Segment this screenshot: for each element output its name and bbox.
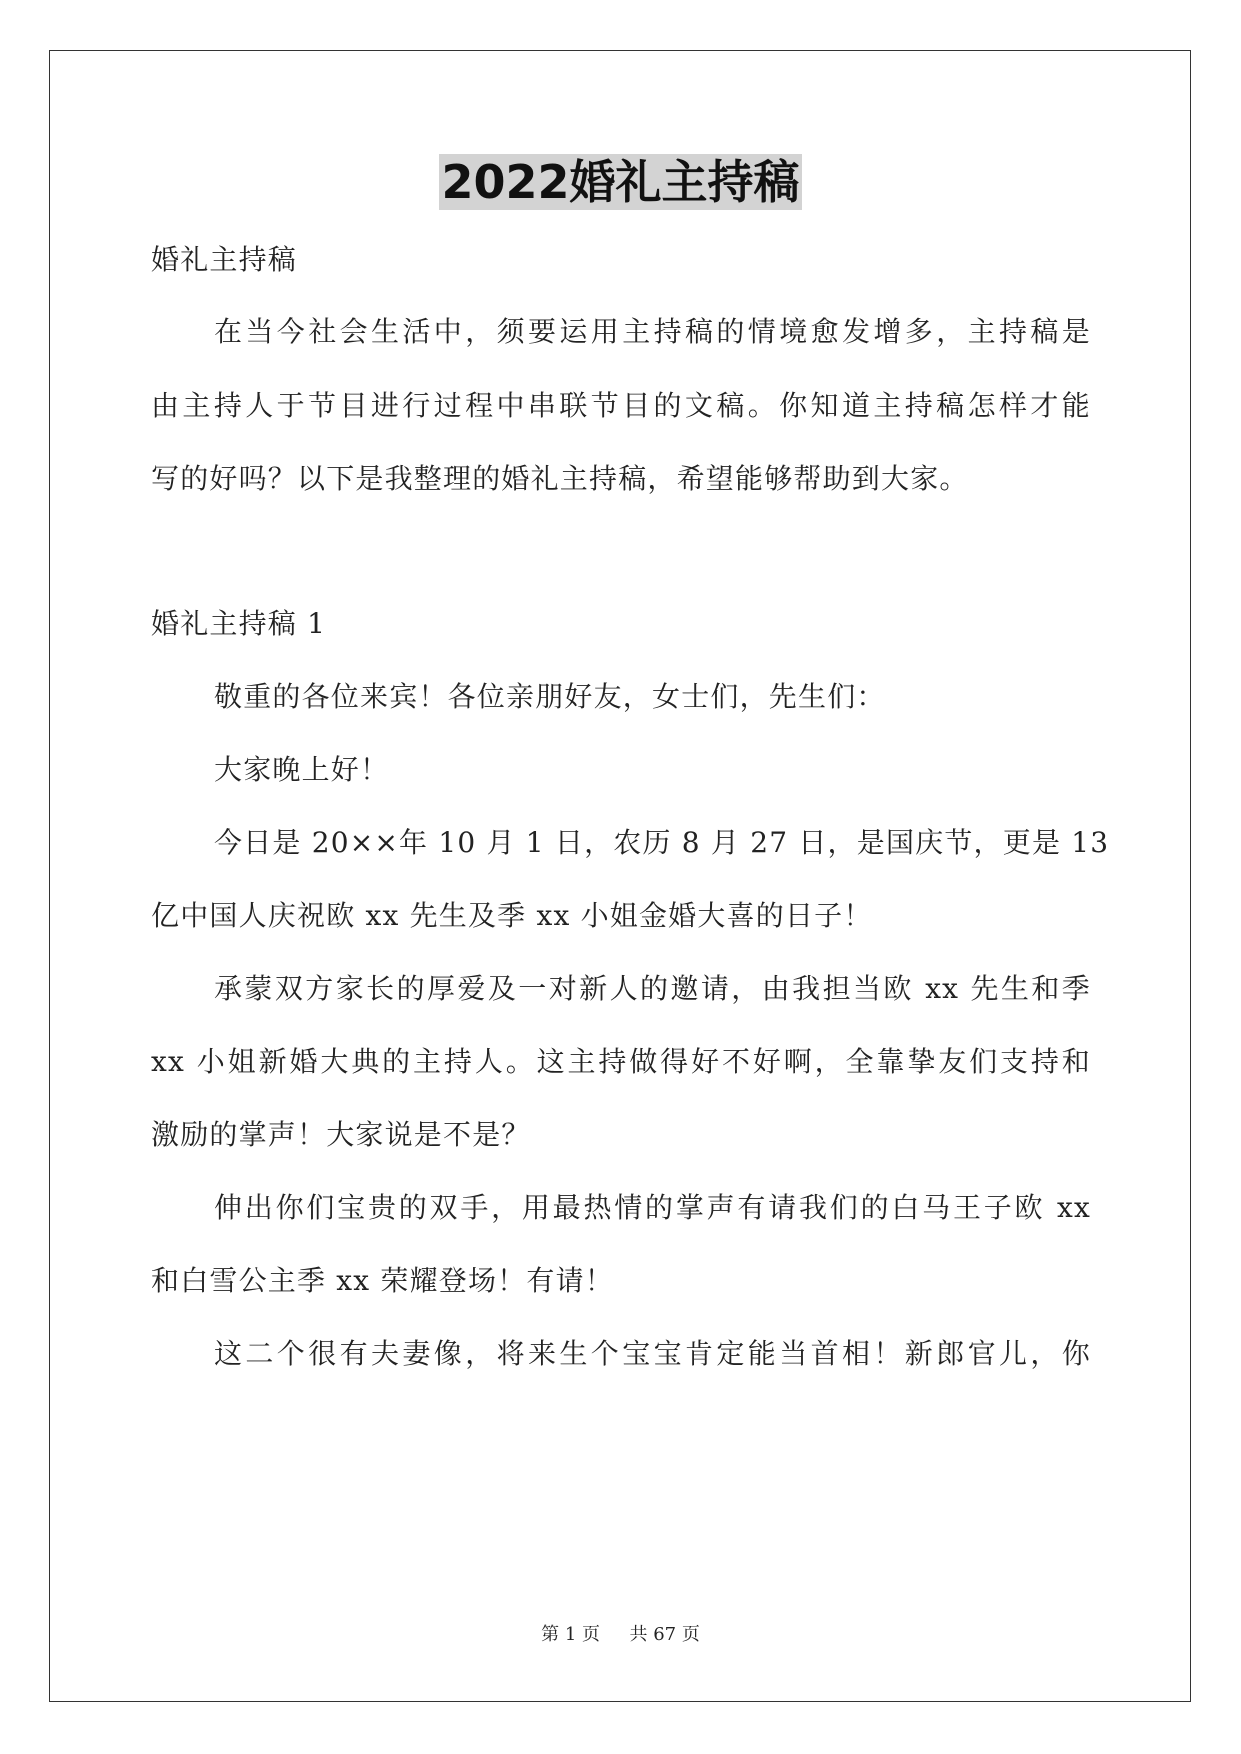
paragraph-line: 激励的掌声！大家说是不是？ (151, 1118, 531, 1151)
paragraph-line: 亿中国人庆祝欧 xx 先生及季 xx 小姐金婚大喜的日子！ (151, 899, 873, 932)
title-container (0, 154, 1241, 210)
paragraph-line: 由主持人于节目进行过程中串联节目的文稿。你知道主持稿怎样才能 (151, 389, 1091, 422)
page-number: 第 1 页 (541, 1624, 601, 1645)
paragraph-line: 大家晚上好！ (214, 753, 390, 786)
paragraph-line: 今日是 20××年 10 月 1 日，农历 8 月 27 日，是国庆节，更是 13 (214, 826, 1110, 859)
paragraph-line: 这二个很有夫妻像，将来生个宝宝肯定能当首相！新郎官儿，你 (214, 1337, 1091, 1370)
section-heading: 婚礼主持稿 1 (151, 607, 327, 640)
paragraph-line: 敬重的各位来宾！各位亲朋好友，女士们，先生们： (214, 680, 886, 713)
paragraph-line: 伸出你们宝贵的双手，用最热情的掌声有请我们的白马王子欧 xx (214, 1191, 1091, 1224)
paragraph-line: 在当今社会生活中，须要运用主持稿的情境愈发增多，主持稿是 (214, 315, 1091, 348)
paragraph-line: 和白雪公主季 xx 荣耀登场！有请！ (151, 1264, 614, 1297)
page-total: 共 67 页 (629, 1624, 700, 1645)
document-title: 2022婚礼主持稿 (441, 155, 800, 209)
paragraph-line: xx 小姐新婚大典的主持人。这主持做得好不好啊，全靠挚友们支持和 (151, 1045, 1091, 1078)
page-footer (0, 1623, 1241, 1647)
page-border (49, 50, 1191, 1702)
section-heading: 婚礼主持稿 (151, 243, 298, 276)
paragraph-line: 承蒙双方家长的厚爱及一对新人的邀请，由我担当欧 xx 先生和季 (214, 972, 1091, 1005)
paragraph-line: 写的好吗？以下是我整理的婚礼主持稿，希望能够帮助到大家。 (151, 462, 969, 495)
